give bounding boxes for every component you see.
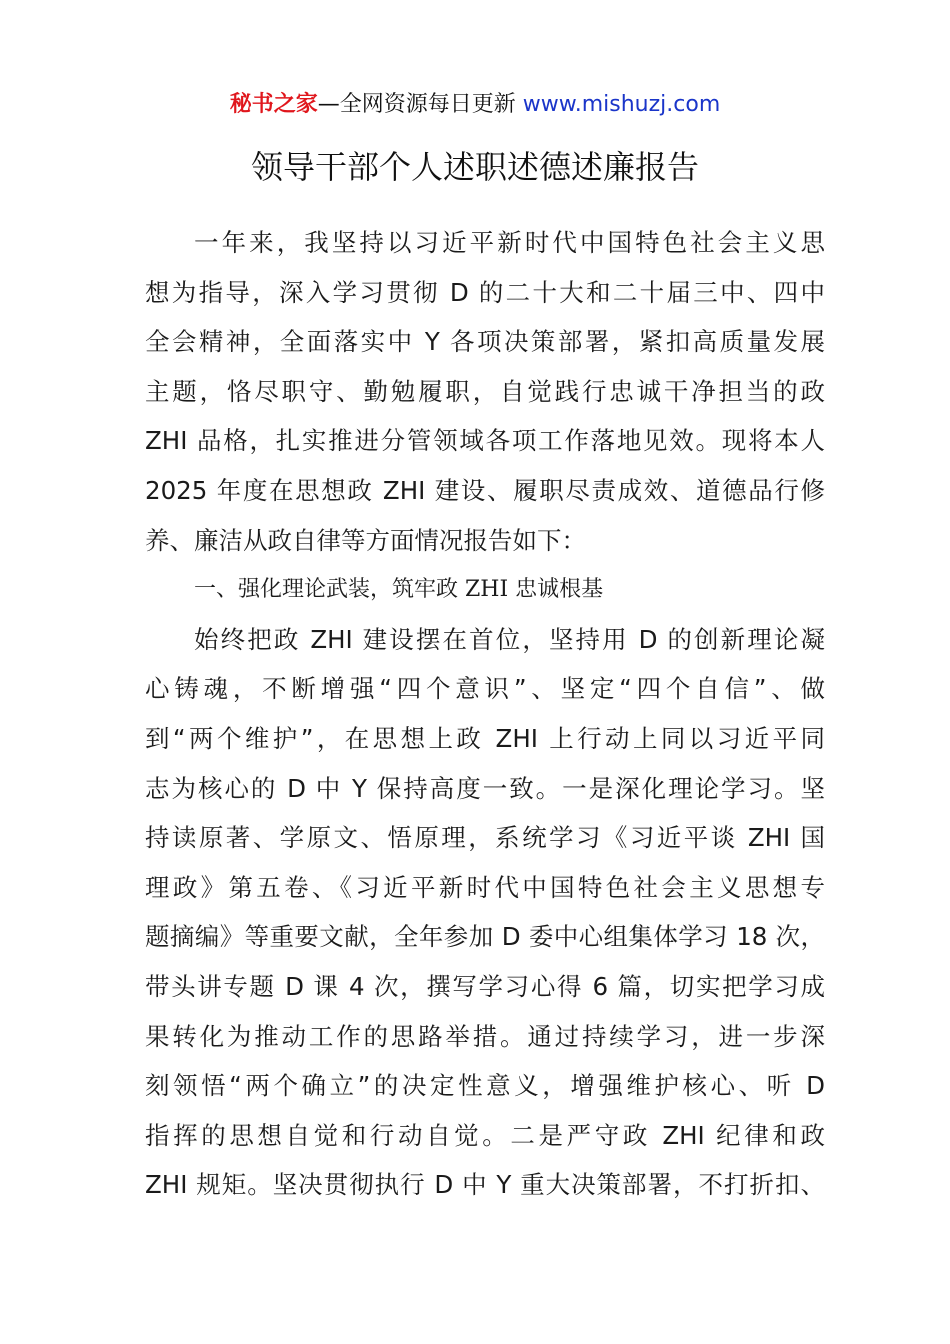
site-tagline: —全网资源每日更新 [317,92,523,117]
paragraph-line: 想为指导，深入学习贯彻 D 的二十大和二十届三中、四中 [145,277,825,307]
paragraph-line: 带头讲专题 D 课 4 次，撰写学习心得 6 篇，切实把学习成 [145,971,825,1001]
paragraph-line: 养、廉洁从政自律等方面情况报告如下： [145,525,586,555]
paragraph-line: 持读原著、学原文、悟原理，系统学习《习近平谈 ZHI 国 [145,823,825,853]
section-heading: 一、强化理论武装，筑牢政 ZHI 忠诚根基 [194,577,604,603]
paragraph-line: 题摘编》等重要文献，全年参加 D 委中心组集体学习 18 次， [145,922,825,952]
paragraph-line: 刻领悟“两个确立”的决定性意义，增强维护核心、听 D [145,1071,825,1101]
paragraph-line: 全会精神，全面落实中 Y 各项决策部署，紧扣高质量发展 [145,327,825,357]
paragraph-line: 心铸魂，不断增强“四个意识”、坚定“四个自信”、做 [145,674,825,704]
paragraph-line: 理政》第五卷、《习近平新时代中国特色社会主义思想专 [145,872,825,902]
paragraph-line: ZHI 规矩。坚决贯彻执行 D 中 Y 重大决策部署，不打折扣、 [145,1170,825,1200]
document-title: 领导干部个人述职述德述廉报告 [250,148,699,186]
paragraph-line: 到“两个维护”，在思想上政 ZHI 上行动上同以习近平同 [145,723,825,753]
site-header [0,88,950,122]
paragraph-line: 始终把政 ZHI 建设摆在首位，坚持用 D 的创新理论凝 [194,624,825,654]
paragraph-line: 主题，恪尽职守、勤勉履职，自觉践行忠诚干净担当的政 [145,376,825,406]
paragraph-line: 一年来，我坚持以习近平新时代中国特色社会主义思 [194,228,825,257]
paragraph-line: 志为核心的 D 中 Y 保持高度一致。一是深化理论学习。坚 [145,773,825,803]
document-body [145,218,825,1210]
paragraph-line: 果转化为推动工作的思路举措。通过持续学习，进一步深 [145,1021,825,1051]
paragraph-line: ZHI 品格，扎实推进分管领域各项工作落地见效。现将本人 [145,426,825,456]
paragraph-line: 2025 年度在思想政 ZHI 建设、履职尽责成效、道德品行修 [145,475,825,505]
paragraph-line: 指挥的思想自觉和行动自觉。二是严守政 ZHI 纪律和政 [145,1120,825,1150]
site-brand: 秘书之家 [229,92,318,117]
site-url-link[interactable]: www.mishuzj.com [522,92,721,117]
